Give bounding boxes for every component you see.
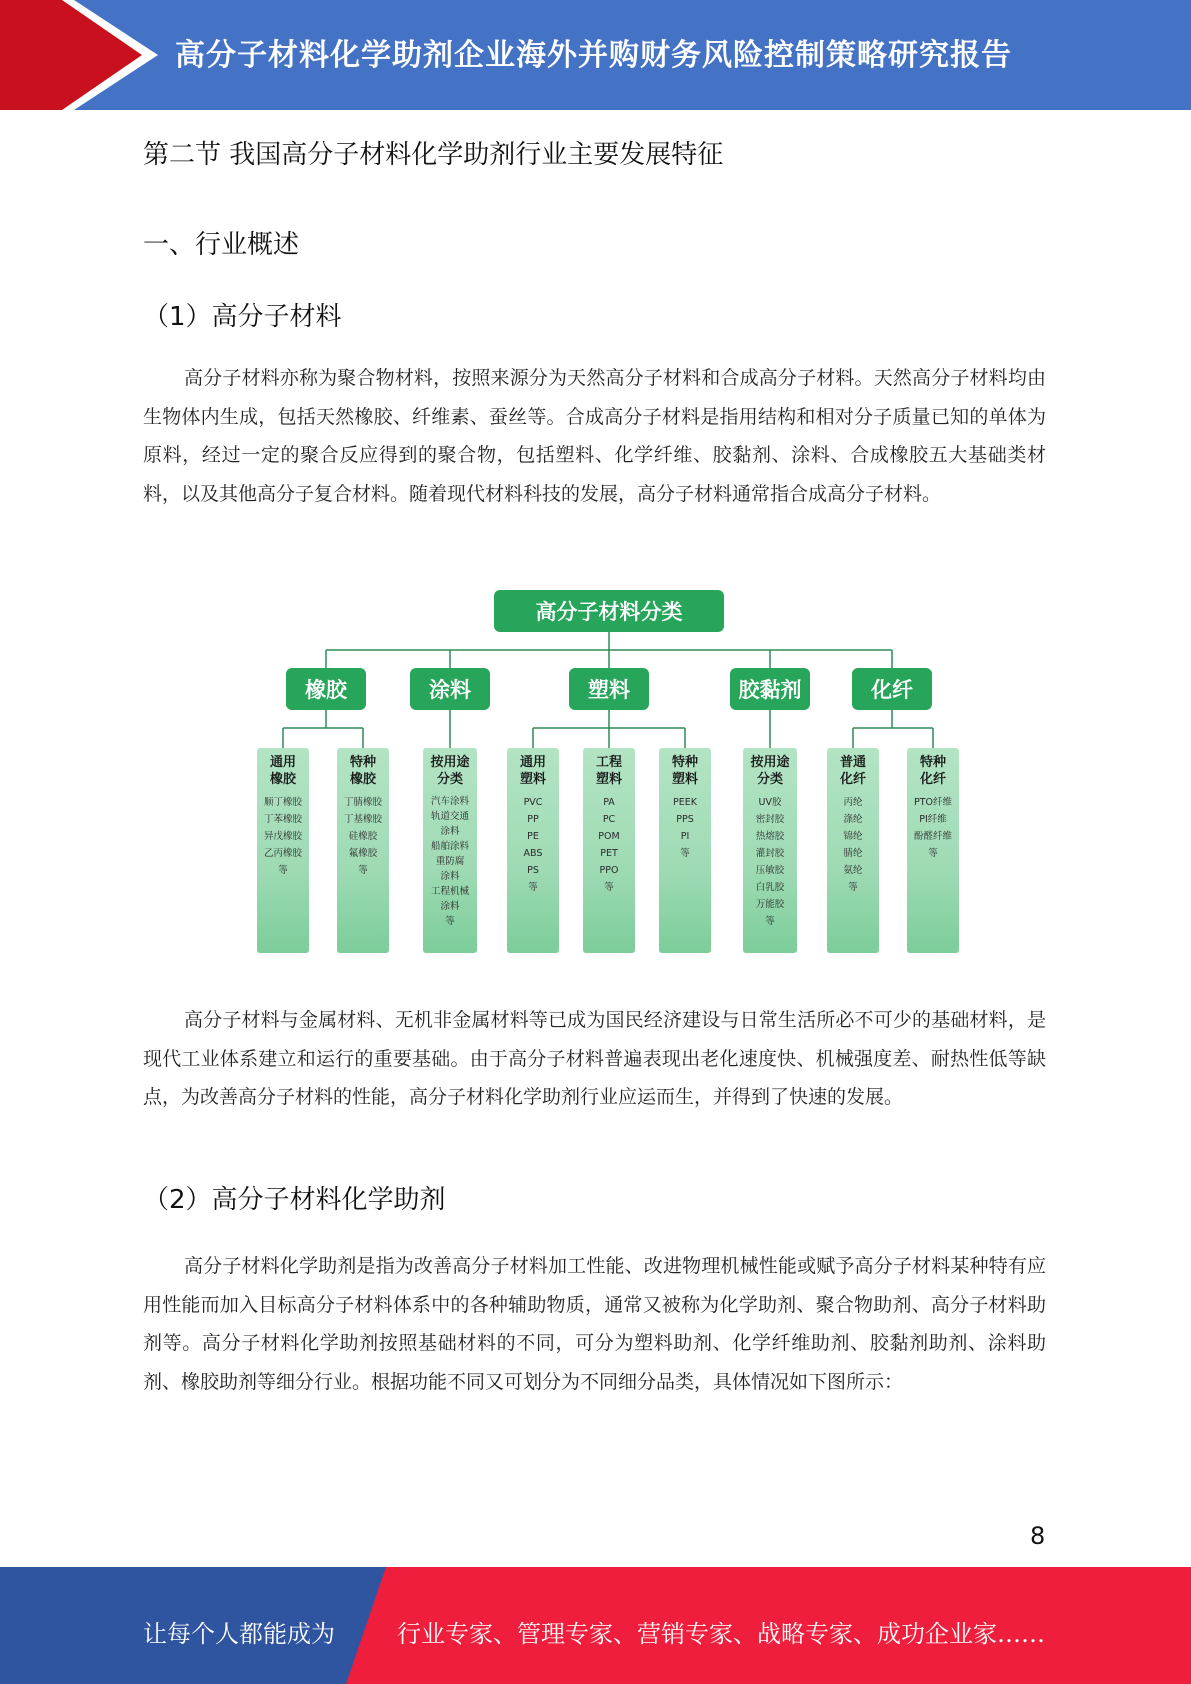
diagram-root-node: 高分子材料分类	[494, 590, 724, 632]
category-fibers: 化纤	[852, 668, 932, 710]
section-title: 第二节 我国高分子材料化学助剂行业主要发展特征	[143, 140, 724, 170]
subcategory-heading: 按用途 分类	[430, 755, 470, 787]
footer-slogan-right: 行业专家、管理专家、营销专家、战略专家、成功企业家……	[397, 1620, 1045, 1648]
paragraph-polymer-definition: 高分子材料亦称为聚合物材料，按照来源分为天然高分子材料和合成高分子材料。天然高分子材料均由生物体内生成，包括天然橡胶、纤维素、蚕丝等。合成高分子材料是指用结构和相对分子质量已知的单体为原料，经过一定的聚合反应得到的聚合物，包括塑料、化学纤维、胶黏剂、涂料、合成橡胶五大基础类材料，以及其他高分子复合材料。随着现代材料科技的发展，高分子材料通常指合成高分子材料。	[143, 367, 1046, 505]
header-red-arrow	[0, 0, 148, 110]
paragraph-polymer-importance: 高分子材料与金属材料、无机非金属材料等已成为国民经济建设与日常生活所必不可少的基础材料，是现代工业体系建立和运行的重要基础。由于高分子材料普遍表现出老化速度快、机械强度差、耐热性低等缺点，为改善高分子材料的性能，高分子材料化学助剂行业应运而生，并得到了快速的发展。	[143, 1009, 1046, 1108]
subcategory-special-plastics	[659, 748, 711, 953]
subcategory-general-rubber	[257, 748, 309, 953]
subcategory-items: PTO纤维 PI纤维 酚醛纤维 等	[913, 797, 952, 859]
subcategory-items: 顺丁橡胶 丁苯橡胶 异戊橡胶 乙丙橡胶 等	[263, 797, 302, 876]
page-header	[0, 0, 1191, 110]
subcategory-special-rubber	[337, 748, 389, 953]
subcategory-coatings-by-use	[423, 748, 477, 953]
subcategory-adhesives-by-use	[743, 748, 797, 953]
footer-slogan-left: 让每个人都能成为	[143, 1620, 335, 1648]
subcategory-items: 丙纶 涤纶 锦纶 腈纶 氨纶 等	[843, 797, 863, 893]
category-plastics: 塑料	[569, 668, 649, 710]
page-number: 8	[1030, 1522, 1046, 1550]
header-title: 高分子材料化学助剂企业海外并购财务风险控制策略研究报告	[175, 38, 1012, 73]
heading-industry-overview: 一、行业概述	[143, 230, 300, 260]
subcategory-special-fibers	[907, 748, 959, 953]
subcategory-general-fibers	[827, 748, 879, 953]
category-coatings: 涂料	[410, 668, 490, 710]
subcategory-heading: 普通 化纤	[839, 755, 866, 787]
subcategory-engineering-plastics	[583, 748, 635, 953]
subcategory-heading: 工程 塑料	[595, 755, 622, 787]
subcategory-heading: 按用途 分类	[750, 755, 790, 787]
subcategory-items: 丁腈橡胶 丁基橡胶 硅橡胶 氟橡胶 等	[343, 797, 382, 876]
polymer-classification-diagram	[240, 585, 980, 960]
category-rubber: 橡胶	[286, 668, 366, 710]
subcategory-items: PVC PP PE ABS PS 等	[523, 797, 543, 893]
subcategory-heading: 特种 塑料	[671, 755, 698, 787]
subcategory-heading: 通用 橡胶	[269, 755, 296, 787]
category-adhesives: 胶黏剂	[730, 668, 810, 710]
subcategory-heading: 特种 化纤	[919, 755, 946, 787]
subcategory-heading: 通用 塑料	[519, 755, 546, 787]
heading-polymer-materials: （1）高分子材料	[143, 302, 342, 332]
subcategory-items: PEEK PPS PI 等	[673, 797, 697, 859]
heading-polymer-additives: （2）高分子材料化学助剂	[143, 1185, 446, 1215]
subcategory-heading: 特种 橡胶	[349, 755, 376, 787]
subcategory-items: UV胶 密封胶 热熔胶 灌封胶 压敏胶 白乳胶 万能胶 等	[755, 797, 785, 927]
subcategory-items: PA PC POM PET PPO 等	[598, 797, 620, 893]
subcategory-general-plastics	[507, 748, 559, 953]
subcategory-items: 汽车涂料 轨道交通 涂料 船舶涂料 重防腐 涂料 工程机械 涂料 等	[430, 796, 469, 927]
paragraph-additives-definition: 高分子材料化学助剂是指为改善高分子材料加工性能、改进物理机械性能或赋予高分子材料某种特有应用性能而加入目标高分子材料体系中的各种辅助物质，通常又被称为化学助剂、聚合物助剂、高分子材料助剂等。高分子材料化学助剂按照基础材料的不同，可分为塑料助剂、化学纤维助剂、胶黏剂助剂、涂料助剂、橡胶助剂等细分行业。根据功能不同又可划分为不同细分品类，具体情况如下图所示：	[143, 1255, 1046, 1393]
